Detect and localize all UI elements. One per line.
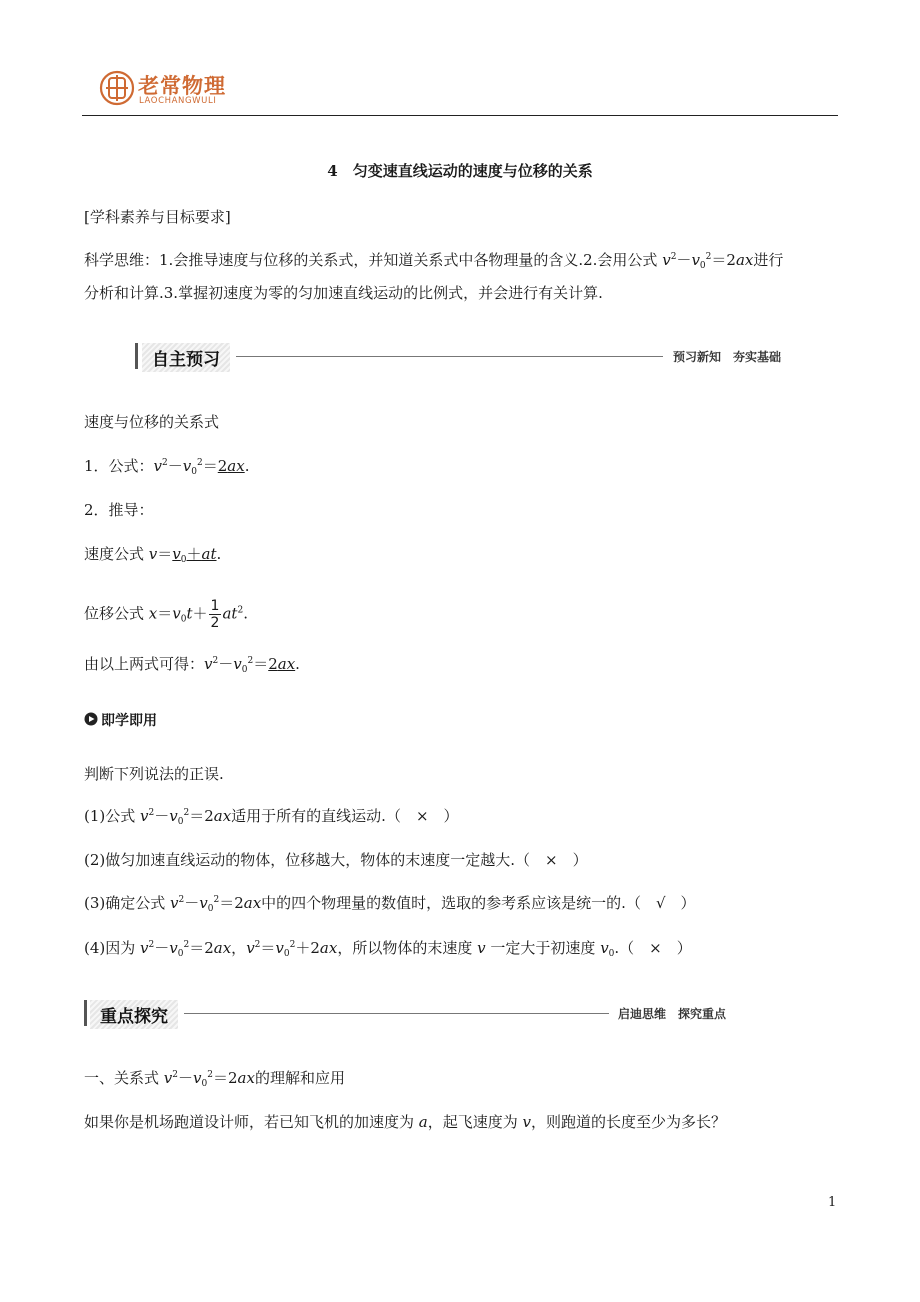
practice-item-1: (1)公式 $v^2-v_0^2=2ax$适用于所有的直线运动.（ × ）	[84, 807, 459, 827]
objectives-line-1: 科学思维：1.会推导速度与位移的关系式，并知道关系式中各物理量的含义.2.会用公式 $v^2-v_0^2=2ax$进行	[84, 251, 784, 271]
question-text: 如果你是机场跑道设计师，若已知飞机的加速度为 a，起飞速度为 v，则跑道的长度至少为多长？	[84, 1113, 727, 1131]
page-number: 1	[828, 1195, 837, 1210]
section-bar	[135, 343, 138, 369]
practice-item-2: (2)做匀加速直线运动的物体，位移越大，物体的末速度一定越大.（ × ）	[84, 851, 588, 869]
combined-formula: 由以上两式可得：$v^2-v_0^2=2ax$.	[84, 655, 300, 675]
header-rule	[82, 115, 838, 116]
section-title-explore: 重点探究	[90, 1000, 178, 1029]
displacement-formula: 位移公式 $x=v_0t+$ $\frac{1}{2}$ $at^2$.	[84, 598, 248, 631]
section-title-preview: 自主预习	[142, 343, 230, 372]
objectives-line-2: 分析和计算.3.掌握初速度为零的匀加速直线运动的比例式，并会进行有关计算.	[84, 284, 603, 302]
practice-heading: 即学即用	[101, 713, 157, 729]
practice-intro: 判断下列说法的正误.	[84, 765, 224, 783]
velocity-formula: 速度公式 $v=v_0+at$.	[84, 545, 222, 565]
fraction-half: $\frac{1}{2}$	[210, 598, 220, 631]
derivation-label: 2．推导：	[84, 501, 154, 519]
section-tag-preview: 预习新知 夯实基础	[673, 350, 782, 364]
logo-icon	[98, 69, 136, 107]
topic-heading: 速度与位移的关系式	[84, 413, 220, 431]
practice-item-4: (4)因为 $v^2-v_0^2=2ax$，$v^2=v_0^2+2ax$，所以物体的末速度 v 一定大于初速度 $v_0$.（ × ）	[84, 939, 692, 959]
objectives-heading: [学科素养与目标要求]	[84, 208, 231, 226]
logo-text: 老常物理	[138, 74, 226, 98]
section-bar	[84, 1000, 87, 1026]
play-circle-icon	[84, 712, 98, 726]
section-rule	[236, 356, 663, 357]
formula-line: 1．公式：$v^2-v_0^2=2ax$.	[84, 457, 250, 477]
page-title: 4 匀变速直线运动的速度与位移的关系	[327, 162, 593, 180]
section-tag-explore: 启迪思维 探究重点	[618, 1007, 727, 1021]
practice-item-3: (3)确定公式 $v^2-v_0^2=2ax$中的四个物理量的数值时，选取的参考系应该是统一的.（ √ ）	[84, 894, 696, 914]
logo-subtext: LAOCHANGWULI	[139, 96, 217, 106]
section-rule	[184, 1013, 609, 1014]
subtopic-heading: 一、关系式 $v^2-v_0^2=2ax$的理解和应用	[84, 1069, 345, 1089]
